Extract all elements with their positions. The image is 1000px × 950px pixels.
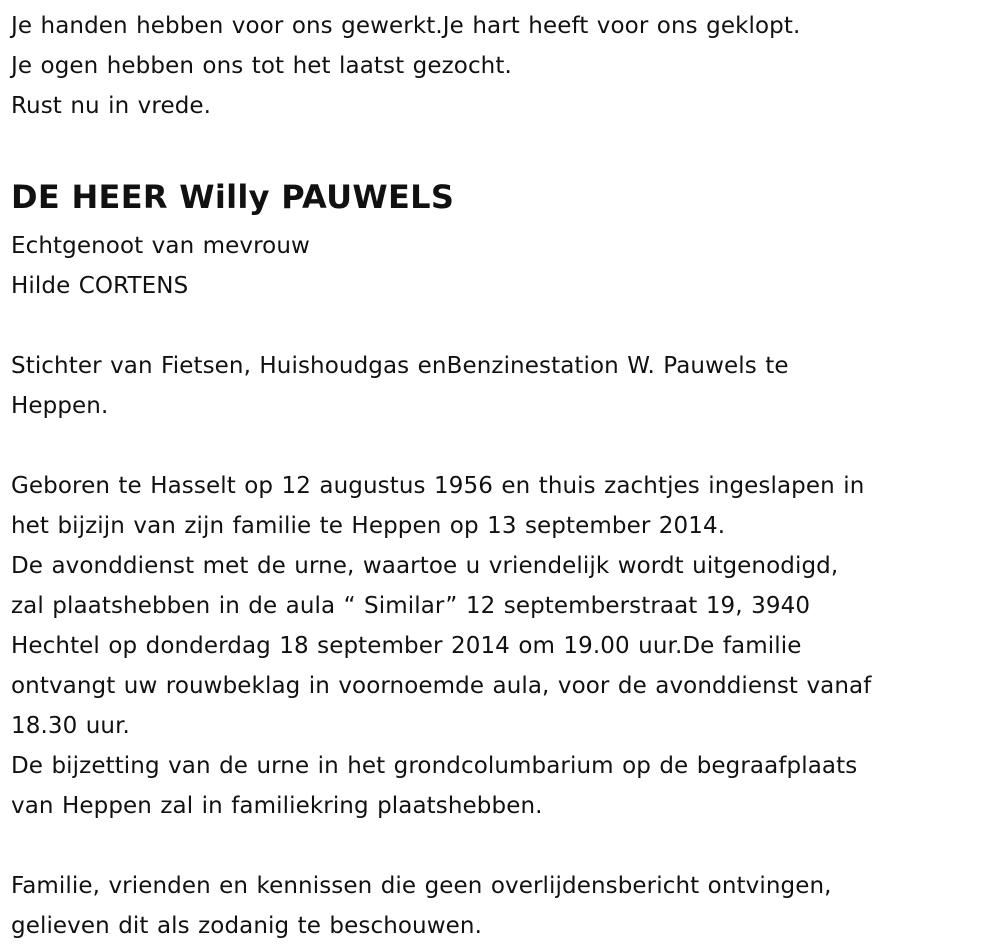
details-line: van Heppen zal in familiekring plaatshebben. [11,793,543,819]
poem-line: Je ogen hebben ons tot het laatst gezocht. [11,53,512,79]
details-section [11,466,996,826]
spouse-section [11,226,996,306]
founder-section [11,346,996,426]
spacer [11,126,996,166]
closing-line: gelieven dit als zodanig te beschouwen. [11,913,482,939]
details-line: De bijzetting van de urne in het grondcolumbarium op de begraafplaats [11,753,858,779]
poem-line: Je handen hebben voor ons gewerkt.Je hart heeft voor ons geklopt. [11,13,801,39]
details-line: het bijzijn van zijn familie te Heppen op 13 september 2014. [11,513,726,539]
spouse-line: Hilde CORTENS [11,273,189,299]
details-line: zal plaatshebben in de aula “ Similar” 12 septemberstraat 19, 3940 [11,593,811,619]
closing-line: Familie, vrienden en kennissen die geen overlijdensbericht ontvingen, [11,873,832,899]
deceased-name-title: DE HEER Willy PAUWELS [11,178,455,216]
poem-line: Rust nu in vrede. [11,93,212,119]
obituary-document [11,0,996,946]
details-line: 18.30 uur. [11,713,130,739]
spacer [11,306,996,346]
poem [11,6,996,126]
founder-line: Heppen. [11,393,109,419]
spacer [11,826,996,866]
details-line: Geboren te Hasselt op 12 augustus 1956 en thuis zachtjes ingeslapen in [11,473,865,499]
spacer [11,426,996,466]
spouse-line: Echtgenoot van mevrouw [11,233,310,259]
details-line: De avonddienst met de urne, waartoe u vriendelijk wordt uitgenodigd, [11,553,839,579]
closing-section [11,866,996,946]
details-line: ontvangt uw rouwbeklag in voornoemde aula, voor de avonddienst vanaf [11,673,872,699]
founder-line: Stichter van Fietsen, Huishoudgas enBenzinestation W. Pauwels te [11,353,789,379]
details-line: Hechtel op donderdag 18 september 2014 om 19.00 uur.De familie [11,633,802,659]
